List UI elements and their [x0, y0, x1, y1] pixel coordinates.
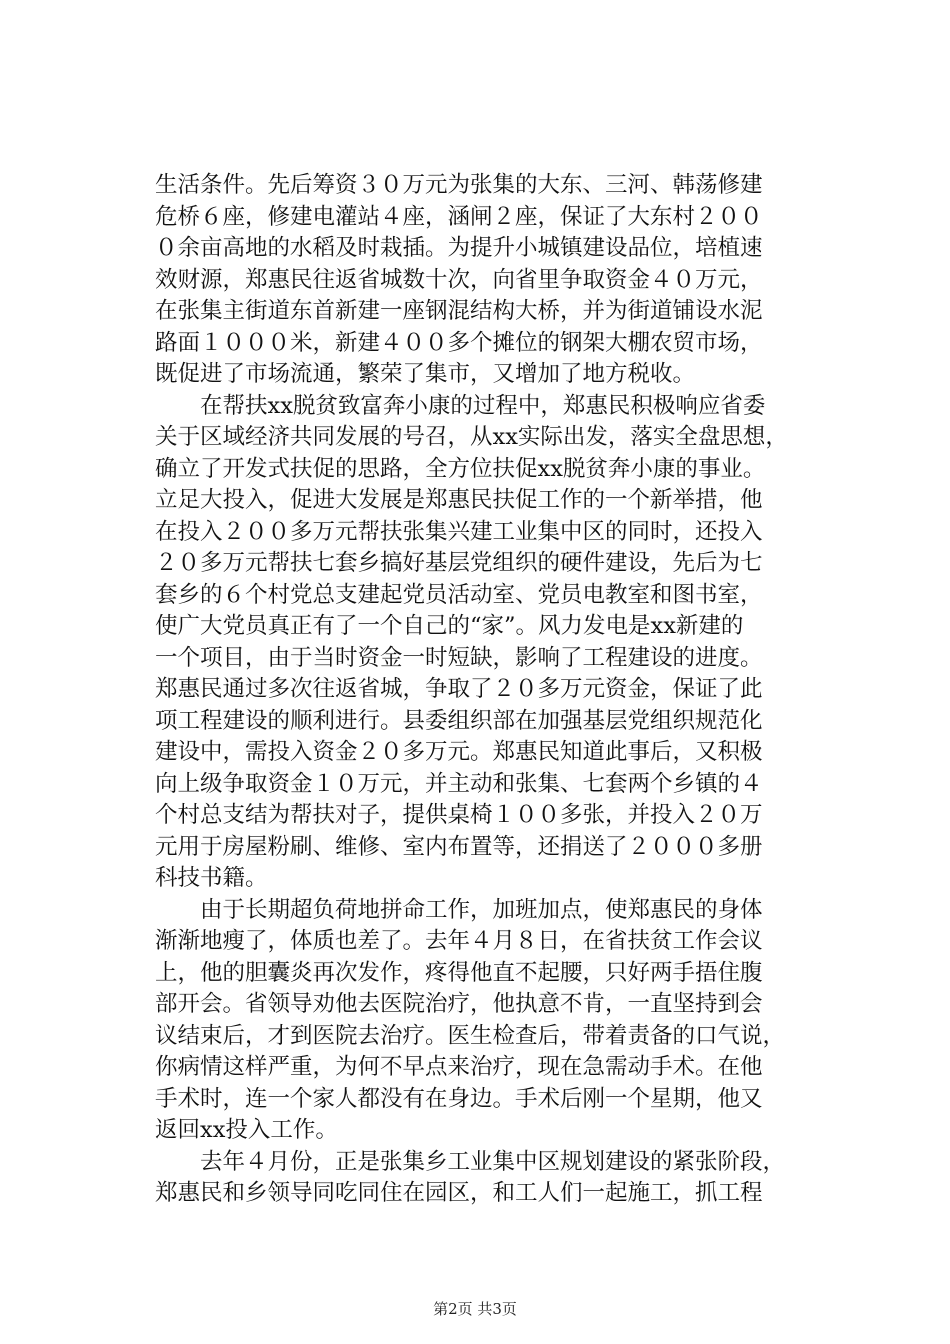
text-line: 郑惠民和乡领导同吃同住在园区，和工人们一起施工，抓工程	[155, 1180, 763, 1206]
text-line: 关于区域经济共同发展的号召，从xx实际出发，落实全盘思想，	[155, 424, 788, 450]
text-line: 套乡的６个村党总支建起党员活动室、党员电教室和图书室，	[155, 581, 763, 608]
text-line: 立足大投入，促进大发展是郑惠民扶促工作的一个新举措，他	[155, 487, 763, 513]
text-line: 个村总支结为帮扶对子，提供桌椅１００多张，并投入２０万	[155, 802, 763, 828]
paragraph-start-line: 去年４月份，正是张集乡工业集中区规划建设的紧张阶段，	[200, 1148, 786, 1175]
text-line: 生活条件。先后筹资３０万元为张集的大东、三河、韩荡修建	[155, 172, 763, 198]
text-line: 你病情这样严重，为何不早点来治疗，现在急需动手术。在他	[155, 1054, 763, 1080]
text-line: 危桥６座，修建电灌站４座，涵闸２座，保证了大东村２００	[155, 203, 763, 230]
text-line: 元用于房屋粉刷、维修、室内布置等，还捐送了２０００多册	[155, 833, 763, 860]
text-line: 手术时，连一个家人都没有在身边。手术后刚一个星期，他又	[155, 1085, 763, 1112]
text-line: ０余亩高地的水稻及时栽插。为提升小城镇建设品位，培植速	[155, 235, 763, 261]
text-line: 在投入２００多万元帮扶张集兴建工业集中区的同时，还投入	[155, 518, 763, 545]
text-line: 渐渐地瘦了，体质也差了。去年４月８日，在省扶贫工作会议	[155, 928, 763, 954]
text-line: 一个项目，由于当时资金一时短缺，影响了工程建设的进度。	[155, 644, 763, 671]
paragraph-start-line: 由于长期超负荷地拼命工作，加班加点，使郑惠民的身体	[200, 896, 763, 923]
text-line: 既促进了市场流通，繁荣了集市，又增加了地方税收。	[155, 361, 696, 387]
paragraph-start-line: 在帮扶xx脱贫致富奔小康的过程中，郑惠民积极响应省委	[200, 392, 766, 419]
text-line: 议结束后，才到医院去治疗。医生检查后，带着责备的口气说，	[155, 1022, 786, 1049]
text-line: 建设中，需投入资金２０多万元。郑惠民知道此事后，又积极	[155, 739, 763, 765]
text-line: 向上级争取资金１０万元，并主动和张集、七套两个乡镇的４	[155, 770, 763, 797]
document-body	[155, 170, 835, 1210]
text-line: 返回xx投入工作。	[155, 1117, 338, 1143]
text-line: 确立了开发式扶促的思路，全方位扶促xx脱贫奔小康的事业。	[155, 455, 766, 482]
page-footer: 第2页 共3页	[433, 1300, 517, 1318]
text-line: 效财源，郑惠民往返省城数十次，向省里争取资金４０万元，	[155, 266, 763, 293]
text-line: 路面１０００米，新建４００多个摊位的钢架大棚农贸市场，	[155, 329, 763, 356]
text-line: 科技书籍。	[155, 865, 268, 891]
text-line: 使广大党员真正有了一个自己的“家”。风力发电是xx新建的	[155, 613, 744, 639]
text-line: 项工程建设的顺利进行。县委组织部在加强基层党组织规范化	[155, 707, 763, 734]
text-line: 郑惠民通过多次往返省城，争取了２０多万元资金，保证了此	[155, 676, 763, 702]
text-line: 部开会。省领导劝他去医院治疗，他执意不肯，一直坚持到会	[155, 991, 763, 1017]
text-line: 在张集主街道东首新建一座钢混结构大桥，并为街道铺设水泥	[155, 298, 763, 324]
text-line: ２０多万元帮扶七套乡搞好基层党组织的硬件建设，先后为七	[155, 550, 763, 576]
text-line: 上，他的胆囊炎再次发作，疼得他直不起腰，只好两手捂住腹	[155, 959, 763, 986]
